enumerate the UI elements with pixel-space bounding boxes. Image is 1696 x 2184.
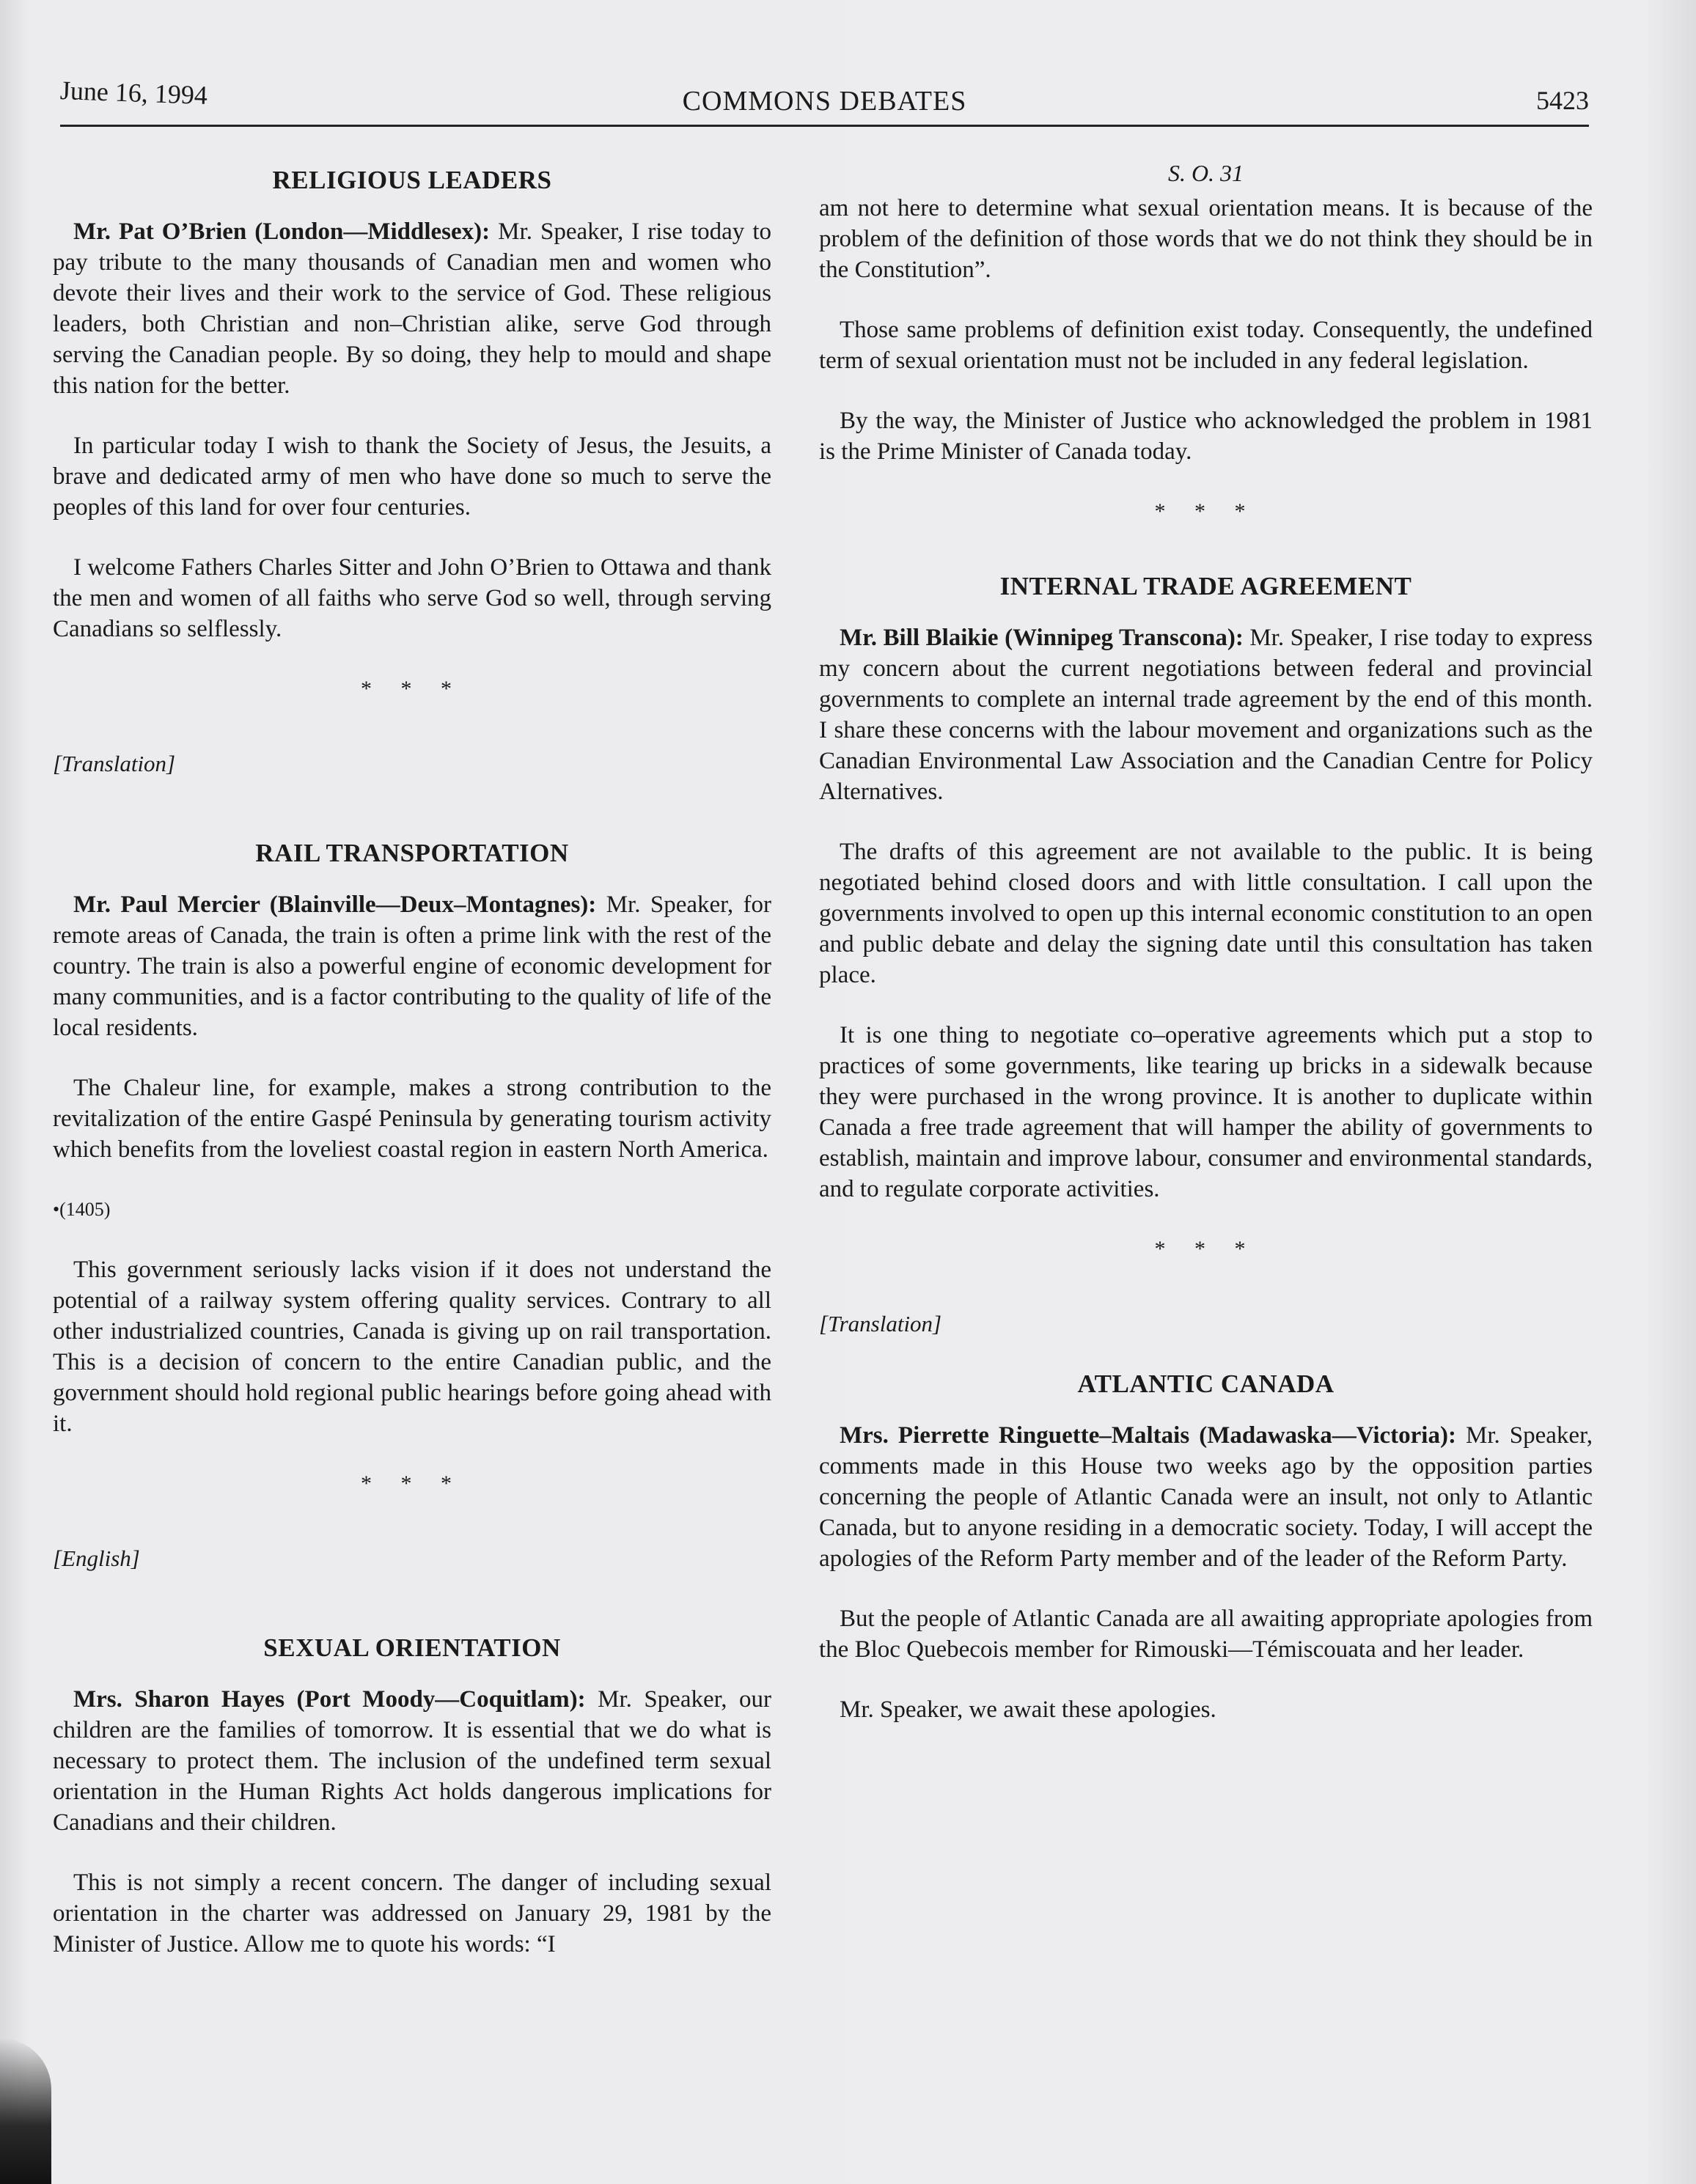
paragraph: This is not simply a recent concern. The danger of including sexual orientation in the charter was addressed on January 29, 1981 by the Minister of Justice. Allow me to quote his words: “I — [53, 1869, 771, 1957]
paragraph: Mr. Paul Mercier (Blainville—Deux–Montagnes): Mr. Speaker, for remote areas of Canada, the train is often a prime link with the rest of the country. The train is also a powerful engine of economic development for many communities, and is a factor contributing to the quality of life of the local residents. — [53, 891, 771, 1041]
heading-sexual-orientation: SEXUAL ORIENTATION — [263, 1633, 561, 1662]
paragraph: Mrs. Sharon Hayes (Port Moody—Coquitlam): Mr. Speaker, our children are the families of tomorrow. It is essential that we do what is necessary to protect them. The inclusion of the undefined term sexual orientation in the Human Rights Act holds dangerous implications for Canadians and their children. — [53, 1686, 771, 1836]
paragraph: Mr. Bill Blaikie (Winnipeg Transcona): Mr. Speaker, I rise today to express my concern about the current negotiations between federal and provincial governments to complete an internal trade agreement by the end of this month. I share these concerns with the labour movement and organizations such as the Canadian Environmental Law Association and the Canadian Centre for Policy Alternatives. — [819, 625, 1593, 805]
translation-note: [Translation] — [819, 1311, 942, 1336]
paragraph: Mr. Pat O’Brien (London—Middlesex): Mr. Speaker, I rise today to pay tribute to the many thousands of Canadian men and women who devote their lives and their work to the service of God. These religious leaders, both Christian and non–Christian alike, serve God through serving the Canadian people. By so doing, they help to mould and shape this nation for the better. — [53, 218, 771, 399]
paragraph: The Chaleur line, for example, makes a strong contribution to the revitalization of the entire Gaspé Peninsula by generating tourism activity which benefits from the loveliest coastal region in eastern North America. — [53, 1075, 771, 1163]
paragraph: The drafts of this agreement are not available to the public. It is being negotiated behind closed doors and with little consultation. I call upon the governments involved to open up this internal economic constitution to an open and public debate and delay the signing date until this consultation has taken place. — [819, 839, 1593, 988]
translation-note: [Translation] — [53, 751, 176, 776]
speaker-name: Mr. Paul Mercier (Blainville—Deux–Montagnes): — [73, 891, 597, 918]
paragraph: Mr. Speaker, we await these apologies. — [840, 1696, 1216, 1723]
page-header — [60, 73, 1589, 127]
paragraph: But the people of Atlantic Canada are all awaiting appropriate apologies from the Bloc Quebecois member for Rimouski—Témiscouata and her leader. — [819, 1606, 1593, 1663]
paragraph: am not here to determine what sexual orientation means. It is because of the problem of the definition of those words that we do not think they should be in the Constitution”. — [819, 195, 1593, 283]
time-stamp: •(1405) — [53, 1199, 111, 1220]
header-date: June 16, 1994 — [59, 76, 208, 111]
book-spine-shadow — [0, 2038, 51, 2184]
paragraph: This government seriously lacks vision if it does not understand the potential of a railway system offering quality services. Contrary to all other industrialized countries, Canada is giving up on rail transportation. This is a decision of concern to the entire Canadian public, and the government should hold regional public hearings before going ahead with it. — [53, 1257, 771, 1437]
header-page-number: 5423 — [1536, 86, 1589, 115]
heading-atlantic-canada: ATLANTIC CANADA — [1077, 1369, 1335, 1398]
heading-internal-trade-agreement: INTERNAL TRADE AGREEMENT — [999, 572, 1412, 600]
section-separator: * * * — [1154, 499, 1258, 523]
standing-order-label: S. O. 31 — [1167, 160, 1244, 186]
section-separator: * * * — [361, 1471, 463, 1496]
right-column — [819, 158, 1593, 1754]
speaker-name: Mrs. Pierrette Ringuette–Maltais (Madawaska—Victoria): — [840, 1422, 1456, 1449]
paragraph: I welcome Fathers Charles Sitter and John O’Brien to Ottawa and thank the men and women of all faiths who serve God so well, through serving Canadians so selflessly. — [53, 554, 771, 642]
paragraph: Those same problems of definition exist today. Consequently, the undefined term of sexual orientation must not be included in any federal legislation. — [819, 317, 1593, 374]
left-column — [53, 165, 771, 1989]
paragraph: By the way, the Minister of Justice who acknowledged the problem in 1981 is the Prime Minister of Canada today. — [819, 408, 1593, 465]
paragraph: Mrs. Pierrette Ringuette–Maltais (Madawaska—Victoria): Mr. Speaker, comments made in this House two weeks ago by the opposition parties concerning the people of Atlantic Canada were an insult, not only to Atlantic Canada, but to anyone residing in a democratic society. Today, I will accept the apologies of the Reform Party member and of the leader of the Reform Party. — [819, 1422, 1593, 1572]
section-separator: * * * — [1154, 1237, 1258, 1261]
heading-religious-leaders: RELIGIOUS LEADERS — [272, 166, 552, 194]
heading-rail-transportation: RAIL TRANSPORTATION — [255, 839, 569, 867]
header-title: COMMONS DEBATES — [682, 86, 967, 117]
language-note: [English] — [53, 1545, 140, 1571]
paragraph: In particular today I wish to thank the Society of Jesus, the Jesuits, a brave and dedicated army of men who have done so much to serve the peoples of this land for over four centuries. — [53, 433, 771, 521]
speaker-name: Mrs. Sharon Hayes (Port Moody—Coquitlam): — [73, 1686, 586, 1713]
speaker-name: Mr. Bill Blaikie (Winnipeg Transcona): — [840, 625, 1244, 651]
section-separator: * * * — [361, 677, 463, 701]
paragraph: It is one thing to negotiate co–operative agreements which put a stop to practices of some governments, like tearing up bricks in a sidewalk because they were purchased in the wrong province. It is another to duplicate within Canada a free trade agreement that will hamper the ability of governments to establish, maintain and improve labour, consumer and environmental standards, and to regulate corporate activities. — [819, 1022, 1593, 1202]
speaker-name: Mr. Pat O’Brien (London—Middlesex): — [73, 218, 491, 245]
